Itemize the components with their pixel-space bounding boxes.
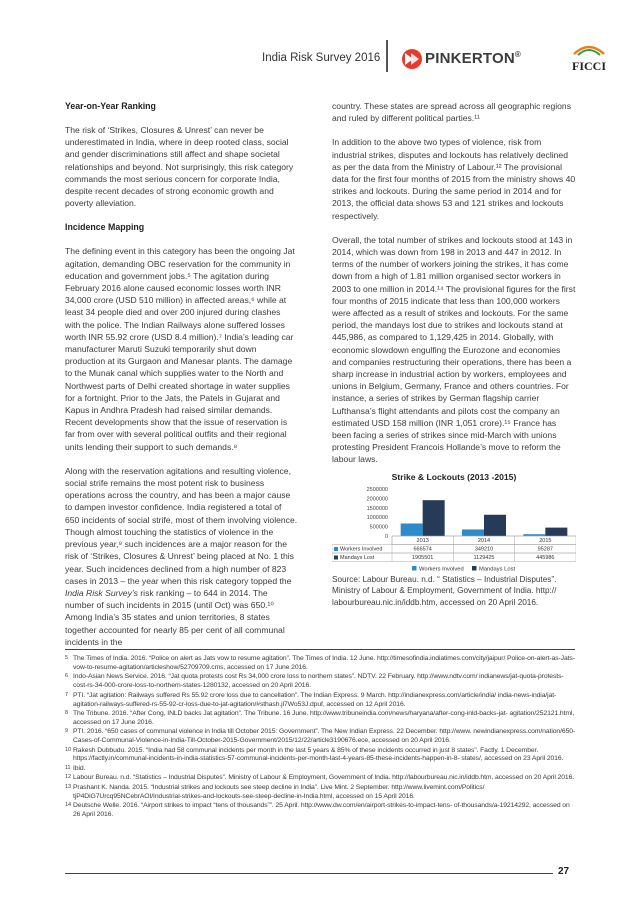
footnote-number: 14 xyxy=(65,802,71,808)
footnote-text: Deutsche Welle. 2016. “Airport strikes to impact “tens of thousands””. 25 April. http://www.dw.com/en/airport-strikes-to-impact-tens- of-thousands/a-19214292, accessed on 26 April 2016. xyxy=(73,802,570,818)
bar-workers-involved xyxy=(401,523,423,536)
footnote-text: PTI. “Jat agitation: Railways suffered Rs 55.92 crore loss due to cancellation”. The Indian Express. 9 March. http://indianexpress.com/article/india/ india-news-india/jat-agitation-railways-suffered-rs-55-92-cr-loss-due-to-jat-agitation/#sthash.jl7Wo53J.dpuf, accessed on 12 April 2016. xyxy=(73,691,557,708)
footnote-text: Rakesh Dubbudu. 2015. “India had 58 communal incidents per month in the last 5 years & 85% of these incidents occurred in just 8 states”. Factly. 1 December. https://factly.in/communal-incidents-in-india-statistics-57-communal-incidents-per-month-last-4-years-85-these-incidents-happen-in-8- states/, accessed on 23 April 2016. xyxy=(73,746,564,763)
data-label: 666574 xyxy=(413,546,432,553)
footnote-text: Prashant K. Nanda. 2015. “Industrial strikes and lockouts see steep decline in India”. Live Mint. 2 September. http://www.livemint.com/Politics/ tjP4DiG7Urcq95NCebrAOI/Industrial-strikes-and-lockouts-see-steep-decline-in-India.html, accessed on 15 April 2016. xyxy=(73,783,485,800)
paragraph-jat-agitation: The defining event in this category has been the ongoing Jat agitation, demanding OBC reservation for the community in education and government jobs.⁵ The agitation during February 2016 alone caused economic losses worth INR 34,000 crore (USD 510 million) in affected areas,⁶ while at least 34 people died and over 200 injured during clashes with the police. The Indian Railways alone suffered losses worth INR 55.92 crore (USD 8.4 million).⁷ India’s leading car manufacturer Maruti Suzuki temporarily shut down production at its Gurgaon and Manesar plants. The damage to the Munak canal which supplies water to the North and Northwest parts of Delhi created shortage in water supplies for a fortnight. Prior to the Jats, the Patels in Gujarat and Kapus in Andhra Pradesh had raised similar demands. Recent developments show that the issue of reservation is far from over with several political outfits and their regional units lending their support to such demands.⁸ xyxy=(65,246,295,452)
footnotes xyxy=(65,655,577,820)
footnote-number: 9 xyxy=(65,728,68,735)
footnote-item xyxy=(65,728,577,746)
footnote-number: 13 xyxy=(65,783,71,790)
footnote-number: 10 xyxy=(65,746,71,753)
bar-mandays-lost xyxy=(545,528,567,536)
y-tick-label: 2500000 xyxy=(366,487,388,493)
data-label: 349210 xyxy=(474,546,494,553)
paragraph-states: country. These states are spread across all geographic regions and ruled by different political parties.¹¹ xyxy=(332,101,572,124)
legend-label: Mandays Lost xyxy=(479,566,516,572)
data-label: 1129425 xyxy=(473,555,495,561)
y-tick-label: 2000000 xyxy=(366,496,388,503)
ficci-wordmark: FICCI xyxy=(571,59,607,73)
footnote-item xyxy=(65,765,577,774)
table-series-label: Workers Involved xyxy=(340,546,383,553)
footnote-divider xyxy=(65,649,575,650)
pinkerton-wordmark: PINKERTON® xyxy=(425,50,521,67)
y-tick-label: 500000 xyxy=(369,524,388,531)
x-tick-label: 2014 xyxy=(477,538,491,544)
footnote-item xyxy=(65,655,577,673)
footnote-item xyxy=(65,784,577,802)
data-label: 445986 xyxy=(536,555,555,561)
y-tick-label: 1000000 xyxy=(366,515,388,522)
bar-workers-involved xyxy=(523,534,545,536)
pinkerton-logo-icon xyxy=(401,48,423,70)
table-legend-swatch xyxy=(334,556,338,560)
chart-source: Source: Labour Bureau. n.d. “ Statistics – Industrial Disputes”. Ministry of Labour & Employment, Government of India. http:// labourbureau.nic.in/iddb.htm, accessed on 20 April 2016. xyxy=(332,575,557,607)
bar-mandays-lost xyxy=(423,500,445,536)
footnote-item xyxy=(65,802,577,820)
legend-label: Workers Involved xyxy=(419,566,464,572)
footnote-number: 11 xyxy=(65,764,71,771)
bar-workers-involved xyxy=(462,529,484,536)
page-header xyxy=(0,0,639,90)
left-column xyxy=(65,100,298,648)
right-column xyxy=(332,100,576,466)
footnote-text: Indo-Asian News Service. 2016. “Jat quota protests cost Rs 34,000 crore loss to northern states”. NDTV. 22 February. http://www.ndtv.com/ indianews/jat-quota-protests-cost-rs-34-000-crore-loss-to-northern-states-1280132, accessed on 20 April 2016. xyxy=(73,673,564,690)
paragraph-ranking: The risk of ‘Strikes, Closures & Unrest’ can never be underestimated in India, where in deep rooted class, social and gender discriminations still affect and shape societal relationships and beyond. Not surprisingly, this risk category commands the most serious concern for corporate India, despite recent decades of strong economic growth and poverty alleviation. xyxy=(65,125,294,209)
footnote-item xyxy=(65,747,577,765)
footnote-number: 7 xyxy=(65,691,68,698)
footnote-item xyxy=(65,710,577,728)
page-number: 27 xyxy=(558,866,570,877)
header-divider xyxy=(386,40,388,72)
footnote-number: 5 xyxy=(65,655,68,661)
y-tick-label: 1500000 xyxy=(366,505,388,512)
paragraph-social-strife: Along with the reservation agitations and resulting violence, social strife remains the most potent risk to business operations across the country, and has been a major cause to dampen investor confidence. India registered a total of 650 incidents of social strife, most of them involving violence. Though almost touching the statistics of violence in the previous year,⁹ such incidences are a major reason for the risk of ‘Strikes, Closures & Unrest’ being placed at No. 1 this year. Such incidences declined from a high number of 823 cases in 2013 – the year when this risk category topped the India Risk Survey’s risk ranking – to 644 in 2014. The number of such incidents in 2015 (until Oct) was 650.¹⁰ Among India’s 35 states and union territories, 8 states together accounted for nearly 85 per cent of all communal incidents in the xyxy=(65,465,298,647)
data-label: 1905501 xyxy=(411,555,434,561)
heading-year-on-year: Year-on-Year Ranking xyxy=(65,101,156,111)
footnote-text: Ibid. xyxy=(73,764,86,772)
x-tick-label: 2015 xyxy=(539,538,552,544)
footnote-text: PTI. 2016. “650 cases of communal violence in India till October 2015: Government”. The New Indian Express. 22 December. http://www. newindianexpress.com/nation/650-Cases-of-Communal-Violence-in-India-Till-October-2015-Government/2015/12/22/article3190676.ece, accessed on 20 April 2016. xyxy=(73,728,576,745)
document-title: India Risk Survey 2016 xyxy=(262,52,381,64)
footnote-number: 12 xyxy=(65,774,71,781)
footnote-text: Labour Bureau. n.d. “Statistics – Industrial Disputes”. Ministry of Labour & Employment, Government of India. http://labourbureau.nic.in/iddb.htm, accessed on 20 April 2016. xyxy=(73,774,575,782)
footnote-text: The Tribune. 2016. “After Cong, INLD backs Jat agitation”. The Tribune. 16 June. http://www.tribuneindia.com/news/haryana/after-cong-inld-backs-jat- agitation/252121.html, accessed on 17 June 2016. xyxy=(73,709,575,726)
footnote-number: 8 xyxy=(65,709,68,716)
paragraph-industrial-strikes: In addition to the above two types of violence, risk from industrial strikes, disputes and lockouts has relatively declined as per the data from the Ministry of Labour.¹² The provisional data for the first four months of 2015 from the ministry shows 40 strikes and lockouts. During the same period in 2014 and for 2013, the official data shows 53 and 121 strikes and lockouts respectively. xyxy=(332,137,576,221)
table-series-label: Mandays Lost xyxy=(340,555,375,561)
strikes-chart xyxy=(332,472,576,572)
chart-title: Strike & Lockouts (2013 -2015) xyxy=(391,472,517,482)
chart-canvas xyxy=(332,484,576,572)
legend-swatch xyxy=(472,566,477,571)
bar-mandays-lost xyxy=(484,515,506,536)
data-label: 95287 xyxy=(537,546,553,553)
paragraph-overall-strikes: Overall, the total number of strikes and lockouts stood at 143 in 2014, which was down from 198 in 2013 and 447 in 2012. In terms of the number of workers joining the strikes, it has come down from a high of 1.81 million organised sector workers in 2003 to one million in 2014.¹⁴ The provisional figures for the first four months of 2015 indicate that less than 100,000 workers were affected as a result of strikes and lockouts. For the same period, the mandays lost due to strikes and lockouts stand at 445,986, as compared to 1,129,425 in 2014. Globally, with economic slowdown engulfing the Eurozone and economies and companies restructuring their operations, there has been a sharp increase in industrial action by workers, employees and unions in Belgium, Germany, France and others countries. For instance, a series of strikes by German flagship carrier Lufthansa’s flight attendants and pilots cost the company an estimated USD 158 million (INR 1,051 crore).¹⁵ France has been facing a series of strikes since mid-March with unions protesting President Francois Hollande’s move to reform the labour laws. xyxy=(332,234,576,465)
legend-swatch xyxy=(412,566,417,571)
heading-incidence-mapping: Incidence Mapping xyxy=(65,222,145,233)
footnote-item xyxy=(65,774,577,783)
x-tick-label: 2013 xyxy=(416,538,429,544)
y-tick-label: 0 xyxy=(384,534,388,540)
ficci-logo-icon xyxy=(566,40,612,76)
footer-divider xyxy=(65,873,553,874)
footnote-number: 6 xyxy=(65,673,68,680)
footnote-text: The Times of India. 2016. “Police on alert as Jats vow to resume agitation”. The Times of India. 12 June. http://timesofindia.indiatimes.com/city/jaipur/ Police-on-alert-as-Jats-vow-to-resume-agitation/articleshow/52709709.cms, accessed on 17 June 2016. xyxy=(73,655,575,671)
footnote-item xyxy=(65,692,577,710)
footnote-item xyxy=(65,673,577,691)
table-legend-swatch xyxy=(334,547,338,551)
